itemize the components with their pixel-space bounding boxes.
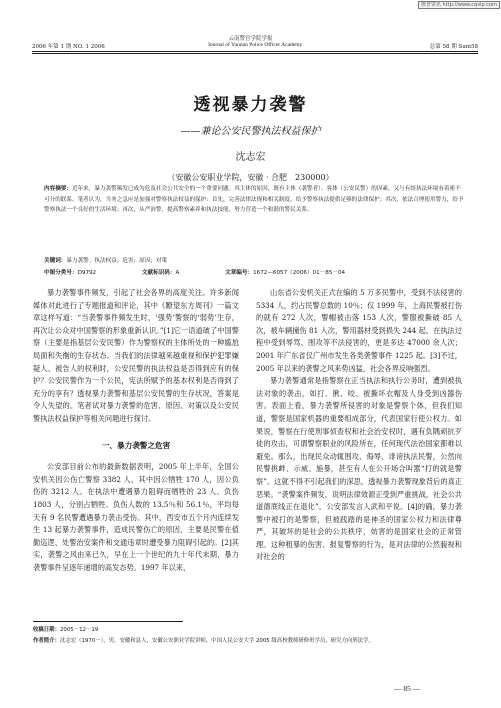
article-number-value: 1672—6057（2006）01－85－04 xyxy=(253,270,346,276)
paragraph-analysis: 暴力袭警通常是指警察在正当执法和执行公务时，遭到被执法对象的袭击，如打、揪、咬、被撕坏衣帽及人身受到凶器伤害。表面上看，暴力袭警所侵害的对象是警察个体，但我们知道，警察是国家机器的重要组成部分，代表国家行使公权力。如果说，警察在行使刑事侦查权和社会治安权时，遇有负隅顽抗歹徒的攻击，可谓警察职业的风险所在，任何现代法治国家都难以避免。那么，出现民众动辄围攻、侮辱、诽谤执法民警，公然向民警挑衅、示威、施暴，甚至有人在公开场合叫嚣“打的就是警察”。这就不得不引起我们的深思，透视暴力袭警现象背后的真正恶果。“袭警案件频发，说明法律效源正受到严重挑战，社会公共道德底线正在退化”，公安部发言人武和平说。[4]的确，暴力袭警中被打的是警察，但被践踏的是神圣的国家公权力和法律尊严，其破坏的是社会的公共秩序，妨害的是国家社会的正常管理。这种粗暴的伤害、报复警察的行为，是对法律的公然藐视和对社会的 xyxy=(256,376,462,562)
footnote-received xyxy=(33,625,473,635)
author-bio-text: 沈志宏（1970－），男，安徽和县人，安徽公安职业学院讲师，中国人民公安大学 2005 级高校教师研修班学员，研究方向刑法学。 xyxy=(59,638,374,644)
abstract xyxy=(44,184,466,254)
doc-code xyxy=(142,270,201,276)
classification-line xyxy=(44,268,466,279)
abstract-text: 近年来，暴力袭警频发已成为危及社会公共安全的一个重要问题。其主体的原因，既有主体（袭警者）、客体（公安民警）的因素，又与有组执法环境有着密不可分的联系。笔者认为，当务之急应是加强对警察执法权益的保护：首先，完善法律法规和相关制度，给予警察执法提供足够的法律保护；其次，依法合理使用警力，给予警察执法一个良好的生活环境；再次，从严治警，提高警察素养和执法技能，努力营造一个和谐的警民关系。 xyxy=(44,186,464,213)
journal-title-en: Journal of Yunnan Police Officer Academy xyxy=(207,42,303,48)
received-date: 2005－12－19 xyxy=(59,627,99,633)
source-watermark: 维普资讯 http://www.cqvip.com xyxy=(418,1,500,9)
header-rule-thin xyxy=(32,53,478,54)
author-affiliation: （安徽公安职业学院，安徽 · 合肥 230000） xyxy=(167,173,334,182)
article-number xyxy=(225,270,367,276)
footnote-author-bio xyxy=(33,636,473,646)
paragraph-cases: 山东省公安机关正式在编的 5 万多民警中，受到不法侵害的 5334 人，约占民警总数的 10％；仅 1999 年，上海民警被打伤的就有 272 人次，警帽被击落 153 人次，警服被撕破 85 人次，被车辆撞伤 81 人次，警用器材受到损失 244 起，在执法过程中受到辱骂、围攻等不法侵害的，更是多达 47000 余人次；2001 年广东省仅广州市发生各类袭警事件 1225 起。[3]不过，2005 年以来的袭警之风来势凶猛，社会各界反响强烈。 xyxy=(256,288,462,373)
class-number xyxy=(44,270,118,276)
section-heading: 一、暴力袭警之危害 xyxy=(101,440,171,450)
abstract-label: 内容摘要： xyxy=(44,186,72,192)
issue-left: 2006 年第 1 期 NO. 1 2006 xyxy=(32,44,105,50)
header-rule xyxy=(32,51,478,52)
author-bio-label: 作者简介： xyxy=(33,638,60,644)
article-number-label: 文章编号： xyxy=(225,270,254,276)
keywords-text: 暴力袭警；执法权益；危害；原因；对策 xyxy=(66,258,168,264)
keywords-label: 关键词： xyxy=(44,258,67,264)
article-title: 透视暴力袭警 xyxy=(193,95,308,115)
article-subtitle: ——兼论公安民警执法权益保护 xyxy=(180,126,321,137)
footnote-rule xyxy=(33,621,183,622)
keywords xyxy=(44,256,466,267)
page-number: — 85 — xyxy=(394,684,421,693)
paragraph-intro: 暴力袭警事件频发，引起了社会各界的高度关注。许多新闻媒体对此进行了专题报道和评论，其中《瞭望东方周刊》一篇文章这样写道：“当袭警事件频发生时，‘强势’警察的‘弱势’生存，再次让公众对中国警察的形象重新认识。”[1]它一语道破了中国警察（主要是指基层公安民警）作为警察权的主体所处的一种尴尬局面和失衡的生存状态。当我们的法律越来越重视和保护犯罪嫌疑人、被告人的权利时，公安民警的执法权益是否得到应有的保护？公安民警作为一个公民，宪法所赋予的基本权利是否得到了充分的享有？透视暴力袭警和基层公安民警的生存状况，答案是令人失望的。笔者试对暴力袭警的危害、原因、对策以及公安民警执法权益保护等相关问题进行探讨。 xyxy=(33,288,239,423)
class-number-value: D9792 xyxy=(77,270,97,276)
received-label: 收稿日期： xyxy=(33,627,60,633)
issue-right: 总第 58 期 Sum58 xyxy=(429,44,478,50)
running-header xyxy=(32,42,478,50)
doc-code-value: A xyxy=(175,270,180,276)
journal-title-cn: 云南警官学院学报 xyxy=(228,36,273,42)
doc-code-label: 文献标识码： xyxy=(141,270,176,276)
body-column-right xyxy=(256,287,462,564)
class-number-label: 中图分类号： xyxy=(44,270,78,276)
author-name: 沈志宏 xyxy=(235,152,266,163)
body-column-left xyxy=(33,287,239,574)
paragraph-statistics: 公安部目前公布的最新数据表明，2005 年上半年，全国公安机关因公伤亡警察 3382 人，其中因公牺牲 170 人，因公负伤的 3212 人。在执法中遭遇暴力阻碍而牺牲的 23 人、负伤 1803 人，分别占牺牲、负伤人数的 13.5％和 56.1％，平均每天有 9 名民警遭遇暴力袭击受伤。其中，西安市五个月内连续发生 13 起暴力袭警事件，造成民警伤亡的原因，主要是民警在值勤巡逻、处警治安案件和交通违章时遭受暴力阻碍引起的。[2]其实，袭警之风由来已久，早在上一个世纪的九十年代末期，暴力袭警事件呈逐年递增的高发态势。1997 年以来， xyxy=(33,462,239,572)
